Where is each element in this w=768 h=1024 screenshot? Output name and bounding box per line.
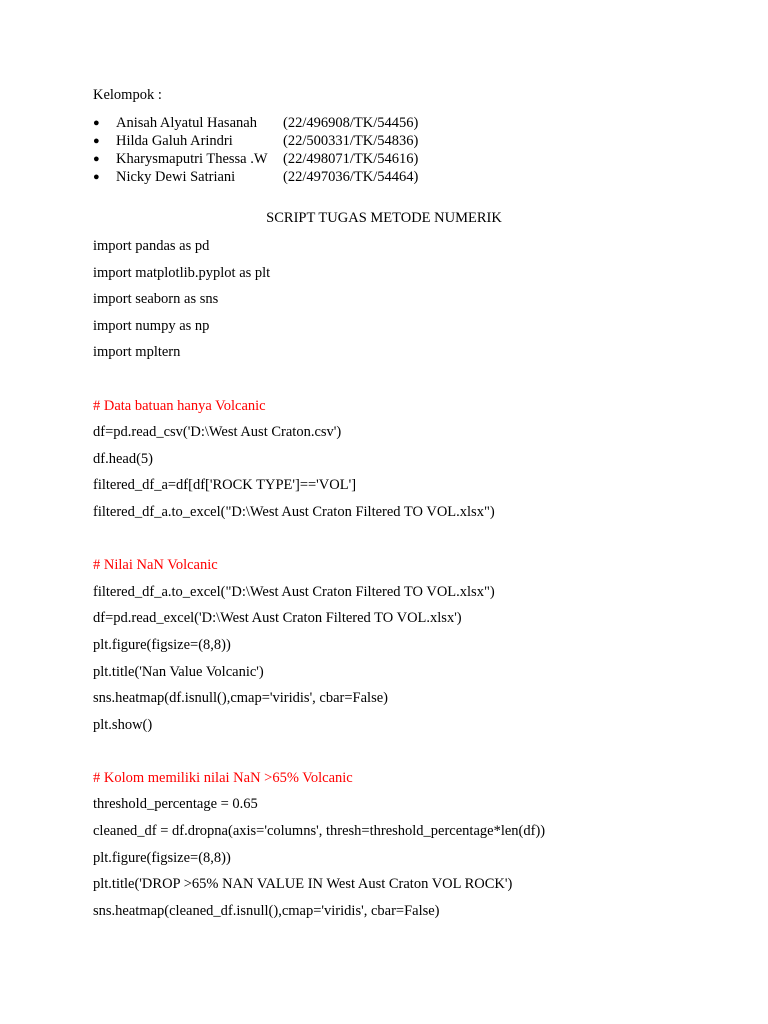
code-line: import numpy as np [93, 317, 210, 334]
code-line: filtered_df_a=df[df['ROCK TYPE']=='VOL'] [93, 477, 357, 494]
code-block [93, 237, 733, 928]
member-id: (22/497036/TK/54464) [283, 169, 419, 185]
code-comment-line: # Kolom memiliki nilai NaN >65% Volcanic [93, 769, 353, 786]
code-line: plt.show() [93, 716, 153, 733]
member-id: (22/498071/TK/54616) [283, 151, 419, 167]
code-line: import pandas as pd [93, 238, 210, 254]
member-id: (22/496908/TK/54456) [283, 115, 419, 131]
code-line: plt.figure(figsize=(8,8)) [93, 849, 231, 866]
code-line: df.head(5) [93, 450, 153, 467]
code-line: sns.heatmap(cleaned_df.isnull(),cmap='viridis', cbar=False) [93, 902, 440, 919]
code-comment-line: # Data batuan hanya Volcanic [93, 397, 266, 414]
code-line: import mpltern [93, 344, 181, 361]
code-line: import seaborn as sns [93, 291, 219, 308]
code-line: sns.heatmap(df.isnull(),cmap='viridis', cbar=False) [93, 690, 388, 707]
code-line: plt.figure(figsize=(8,8)) [93, 636, 231, 653]
member-name: Kharysmaputri Thessa .W [116, 151, 268, 167]
script-title: SCRIPT TUGAS METODE NUMERIK [266, 210, 502, 226]
code-line: plt.title('Nan Value Volcanic') [93, 663, 264, 680]
code-comment-line: # Nilai NaN Volcanic [93, 557, 218, 574]
bullet-icon: ● [93, 117, 100, 129]
code-line: df=pd.read_csv('D:\West Aust Craton.csv') [93, 424, 342, 441]
code-line: threshold_percentage = 0.65 [93, 796, 258, 813]
code-line: plt.title('DROP >65% NAN VALUE IN West Aust Craton VOL ROCK') [93, 876, 513, 893]
code-line: cleaned_df = df.dropna(axis='columns', thresh=threshold_percentage*len(df)) [93, 823, 546, 840]
member-name: Nicky Dewi Satriani [116, 169, 236, 185]
blank-line [93, 370, 733, 397]
blank-line [93, 742, 733, 769]
blank-line [93, 530, 733, 557]
bullet-icon: ● [93, 171, 100, 183]
code-line: filtered_df_a.to_excel("D:\West Aust Craton Filtered TO VOL.xlsx") [93, 503, 495, 520]
member-name: Anisah Alyatul Hasanah [116, 115, 257, 131]
bullet-icon: ● [93, 153, 100, 165]
group-label: Kelompok : [93, 87, 162, 103]
bullet-icon: ● [93, 135, 100, 147]
code-line: filtered_df_a.to_excel("D:\West Aust Craton Filtered TO VOL.xlsx") [93, 583, 495, 600]
member-id: (22/500331/TK/54836) [283, 133, 419, 149]
code-line: import matplotlib.pyplot as plt [93, 264, 271, 281]
code-line: df=pd.read_excel('D:\West Aust Craton Filtered TO VOL.xlsx') [93, 610, 462, 627]
member-name: Hilda Galuh Arindri [116, 133, 233, 149]
